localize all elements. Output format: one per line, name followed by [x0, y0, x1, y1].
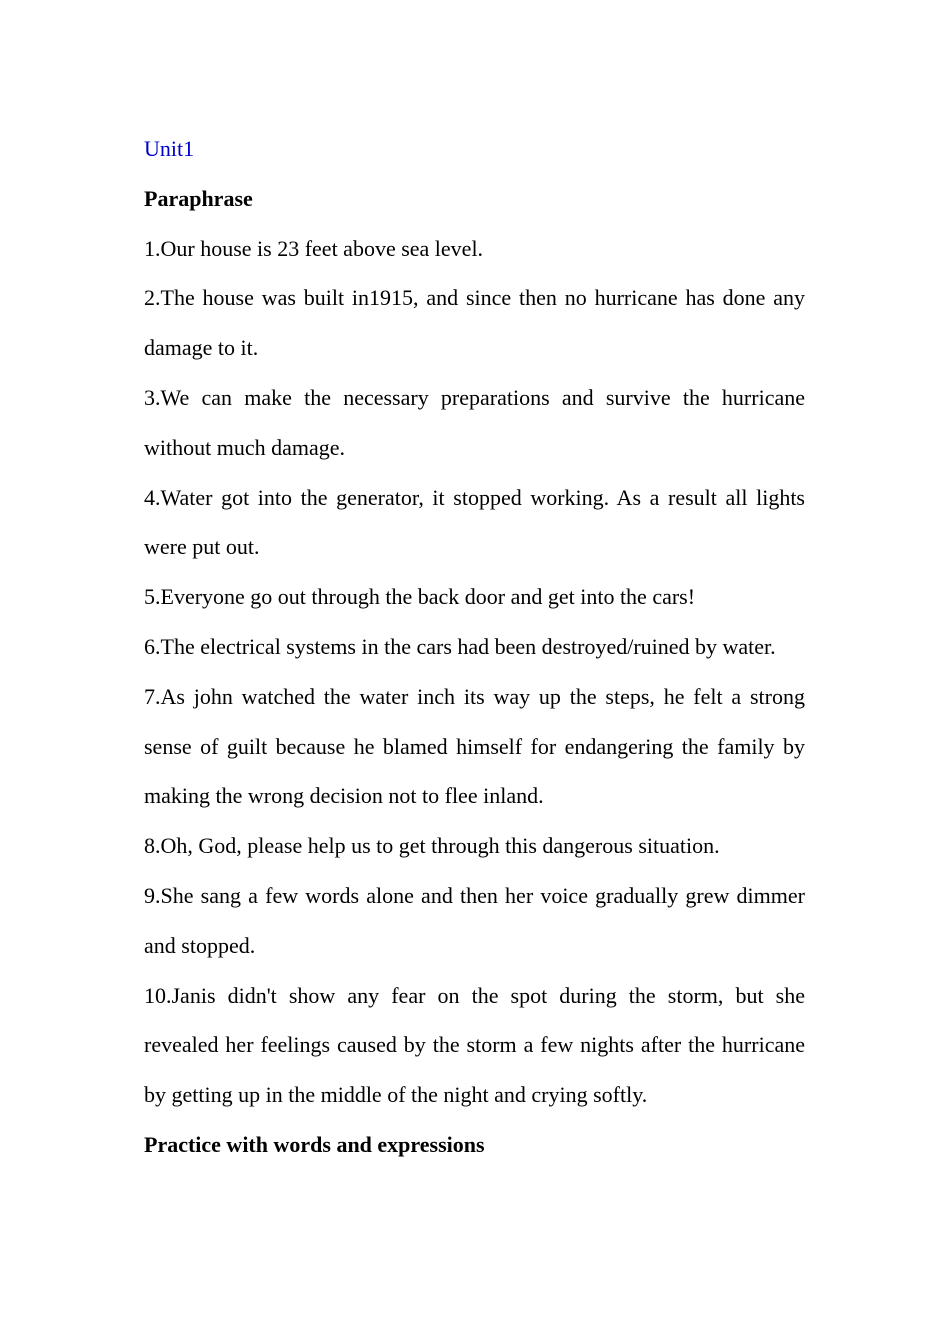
paraphrase-item-3: 3.We can make the necessary preparations and survive the hurricane without much damage. — [144, 384, 805, 460]
section-heading-practice: Practice with words and expressions — [144, 1131, 485, 1157]
paraphrase-item-9: 9.She sang a few words alone and then her voice gradually grew dimmer and stopped. — [144, 882, 805, 958]
paraphrase-item-2: 2.The house was built in1915, and since then no hurricane has done any damage to it. — [144, 285, 805, 361]
paraphrase-item-5: 5.Everyone go out through the back door and get into the cars! — [144, 584, 696, 610]
section-heading-paraphrase: Paraphrase — [144, 185, 253, 211]
paraphrase-item-4: 4.Water got into the generator, it stopped working. As a result all lights were put out. — [144, 484, 805, 560]
paraphrase-item-8: 8.Oh, God, please help us to get through this dangerous situation. — [144, 833, 720, 859]
document-page — [144, 124, 805, 1170]
paraphrase-item-1: 1.Our house is 23 feet above sea level. — [144, 235, 484, 261]
paraphrase-item-6: 6.The electrical systems in the cars had been destroyed/ruined by water. — [144, 633, 776, 659]
unit-title: Unit1 — [144, 136, 195, 161]
paraphrase-item-10: 10.Janis didn't show any fear on the spot during the storm, but she revealed her feelings caused by the storm a few nights after the hurricane by getting up in the middle of the night and crying softly. — [144, 982, 805, 1108]
paraphrase-item-7: 7.As john watched the water inch its way up the steps, he felt a strong sense of guilt because he blamed himself for endangering the family by making the wrong decision not to flee inland. — [144, 683, 805, 809]
